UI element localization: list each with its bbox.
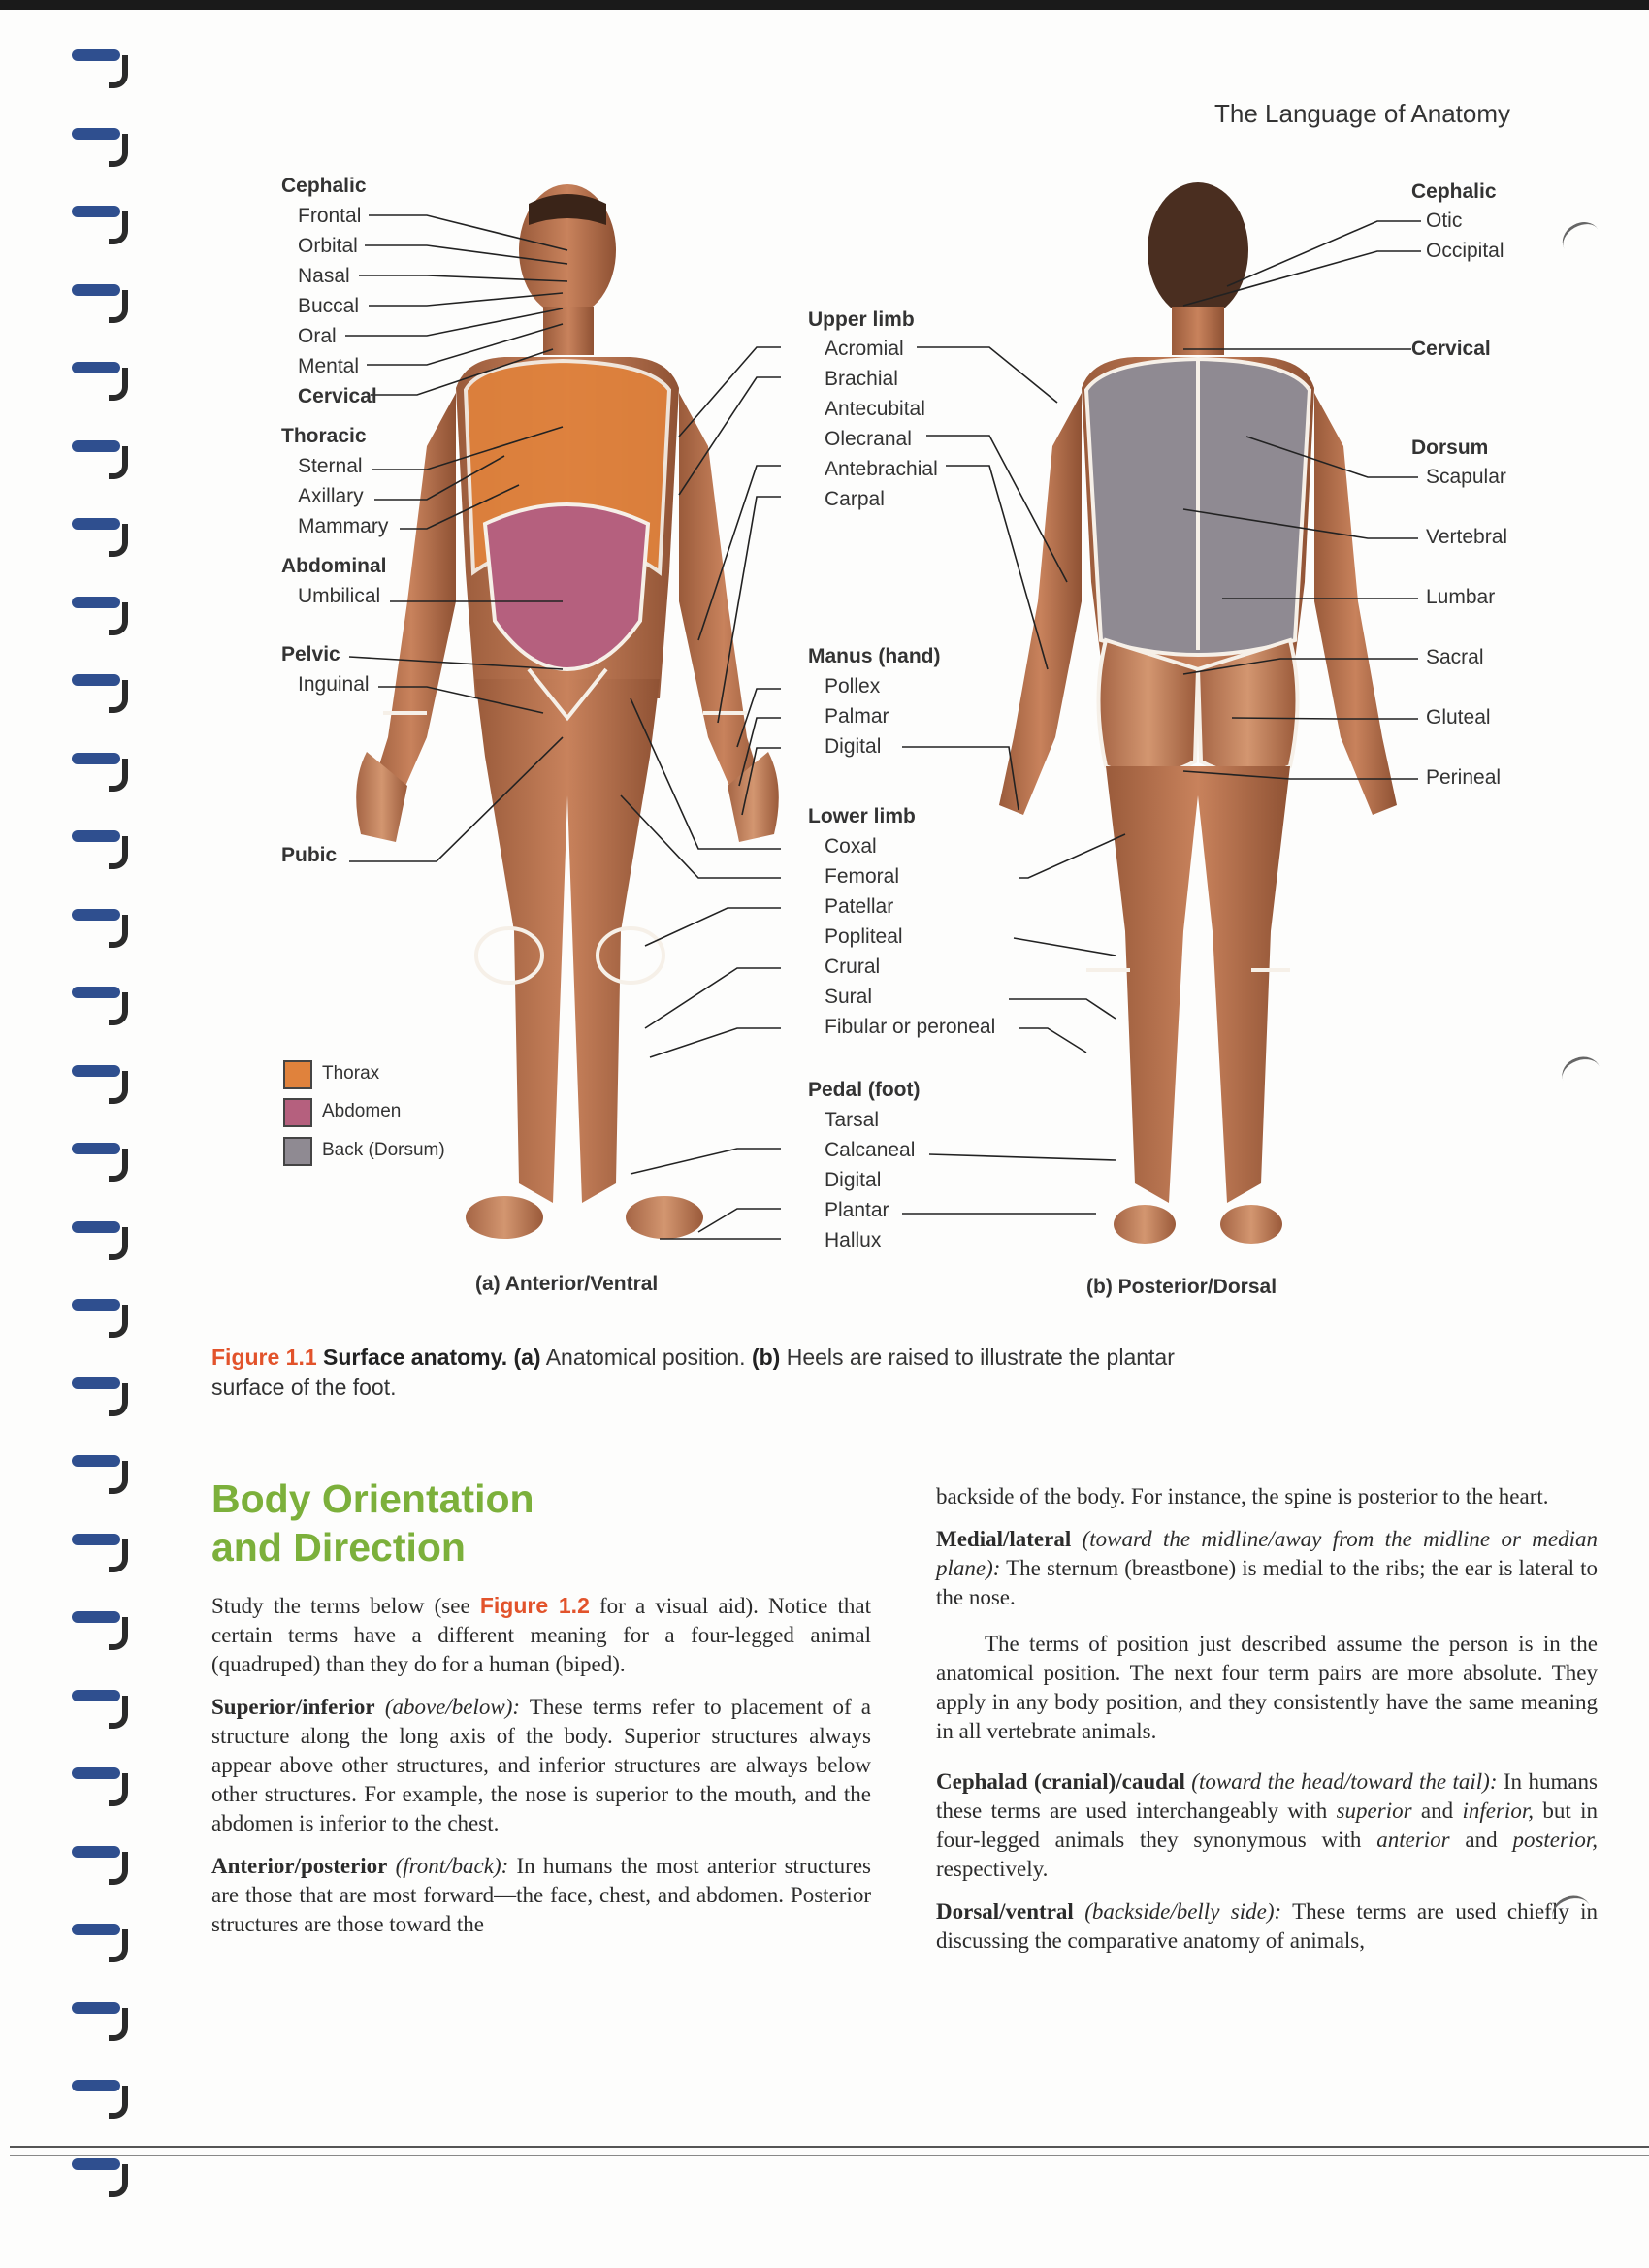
label-umbilical: Umbilical xyxy=(298,585,381,607)
left-p1-b: for a visual aid). Notice that certain terms have a different meaning for a four-legged animal (quadruped) than they do for a human (biped). xyxy=(211,1594,871,1676)
label-hallux: Hallux xyxy=(824,1229,882,1251)
label-cervical: Cervical xyxy=(298,385,377,407)
right-p4-anterior: anterior xyxy=(1376,1828,1450,1852)
right-p4-superior: superior xyxy=(1336,1798,1412,1823)
term-anterior-posterior: Anterior/posterior xyxy=(211,1854,388,1878)
term-medial-lateral: Medial/lateral xyxy=(936,1527,1072,1551)
left-p3-text: In humans the most anterior structures are those that are most forward—the face, chest, and abdomen. Posterior structures are those toward the xyxy=(211,1854,871,1936)
right-p2-text: The sternum (breastbone) is medial to the ribs; the ear is lateral to the nose. xyxy=(936,1556,1598,1609)
legend-swatch-abdomen xyxy=(283,1098,312,1127)
left-paragraph-2 xyxy=(211,1693,871,1838)
label-manus: Manus (hand) xyxy=(808,645,941,667)
right-paragraph-2 xyxy=(936,1525,1598,1612)
label-palmar: Palmar xyxy=(824,705,889,728)
binder-ring xyxy=(58,1996,122,2025)
label-oral: Oral xyxy=(298,325,337,347)
right-p4-inferior: inferior, xyxy=(1462,1798,1534,1823)
right-p4-d: respectively. xyxy=(936,1857,1049,1881)
right-p4-b: but in four-legged animals they xyxy=(936,1798,1598,1852)
left-column xyxy=(211,1591,871,1953)
left-paragraph-3 xyxy=(211,1852,871,1939)
caption-a-marker: (a) xyxy=(513,1345,541,1370)
panel-b-label: (b) Posterior/Dorsal xyxy=(1086,1276,1277,1298)
right-paragraph-4 xyxy=(936,1767,1598,1884)
label-mammary: Mammary xyxy=(298,515,389,537)
label-gluteal: Gluteal xyxy=(1426,706,1491,729)
label-axillary: Axillary xyxy=(298,485,364,507)
binder-ring xyxy=(58,1605,122,1635)
label-pubic: Pubic xyxy=(281,844,338,866)
label-cervical-post: Cervical xyxy=(1411,338,1491,360)
label-sacral: Sacral xyxy=(1426,646,1484,668)
page-bottom-edge xyxy=(10,2146,1649,2148)
label-frontal: Frontal xyxy=(298,205,362,227)
label-fibular: Fibular or peroneal xyxy=(824,1016,996,1038)
label-femoral: Femoral xyxy=(824,865,900,888)
label-popliteal: Popliteal xyxy=(824,925,903,948)
caption-figure-number: Figure 1.1 xyxy=(211,1345,317,1370)
binder-ring xyxy=(58,1840,122,1869)
label-crural: Crural xyxy=(824,956,881,978)
right-p4-a: In humans these terms are used interchangeably with xyxy=(936,1769,1598,1823)
label-lumbar: Lumbar xyxy=(1426,586,1496,608)
gloss-cephalad-caudal: (toward the head/toward the tail): xyxy=(1191,1769,1498,1794)
caption-a-text: Anatomical position. xyxy=(545,1345,746,1370)
label-vertebral: Vertebral xyxy=(1426,526,1508,548)
figure-1-2-link[interactable]: Figure 1.2 xyxy=(479,1593,590,1618)
label-cephalic-post: Cephalic xyxy=(1411,180,1497,203)
right-p4-and: and xyxy=(1411,1798,1463,1823)
binder-ring xyxy=(58,1918,122,1947)
label-calcaneal: Calcaneal xyxy=(824,1139,916,1161)
right-paragraph-5 xyxy=(936,1897,1598,1956)
posterior-body xyxy=(999,182,1397,1244)
label-olecranal: Olecranal xyxy=(824,428,912,450)
label-orbital: Orbital xyxy=(298,235,358,257)
right-p4-posterior: posterior, xyxy=(1512,1828,1598,1852)
section-title-line-2: and Direction xyxy=(211,1525,466,1570)
legend-swatch-back xyxy=(283,1137,312,1166)
label-antebrachial: Antebrachial xyxy=(824,458,938,480)
left-p2-text: These terms refer to placement of a structure along the long axis of the body. Superior structures always appear above other structures, and inferior structures are always below other structures. For example, the nose is superior to the mouth, and the abdomen is inferior to the chest. xyxy=(211,1695,871,1835)
legend-back: Back (Dorsum) xyxy=(322,1140,445,1160)
label-lower-limb: Lower limb xyxy=(808,805,916,827)
label-cephalic: Cephalic xyxy=(281,175,367,197)
label-inguinal: Inguinal xyxy=(298,673,370,696)
binder-ring xyxy=(58,2153,122,2182)
label-antecubital: Antecubital xyxy=(824,398,925,420)
term-superior-inferior: Superior/inferior xyxy=(211,1695,375,1719)
right-p5-text: These terms are used chiefly in discussing the comparative anatomy of animals, xyxy=(936,1899,1598,1953)
binder-ring xyxy=(58,1762,122,1791)
right-p4-c: synonymous with xyxy=(1178,1828,1377,1852)
anterior-body xyxy=(356,184,779,1239)
page-bottom-edge xyxy=(10,2155,1649,2156)
label-patellar: Patellar xyxy=(824,895,894,918)
section-title xyxy=(211,1474,534,1571)
right-paragraph-3: The terms of position just described assume the person is in the anatomical position. The next four term pairs are more absolute. They apply in any body position, and they consistently have the same meaning in all vertebrate animals. xyxy=(936,1632,1598,1743)
label-carpal: Carpal xyxy=(824,488,885,510)
binder-ring xyxy=(58,2074,122,2103)
binder-ring xyxy=(58,1372,122,1401)
label-sternal: Sternal xyxy=(298,455,363,477)
binder-ring xyxy=(58,1449,122,1478)
left-p1-a: Study the terms below (see xyxy=(211,1594,480,1618)
label-perineal: Perineal xyxy=(1426,766,1502,789)
label-nasal: Nasal xyxy=(298,265,350,287)
right-paragraph-1: backside of the body. For instance, the spine is posterior to the heart. xyxy=(936,1484,1549,1508)
label-buccal: Buccal xyxy=(298,295,360,317)
label-coxal: Coxal xyxy=(824,835,877,858)
label-mental: Mental xyxy=(298,355,360,377)
left-paragraph-1 xyxy=(211,1591,871,1679)
label-abdominal: Abdominal xyxy=(281,555,387,577)
label-sural: Sural xyxy=(824,986,873,1008)
label-digital-foot: Digital xyxy=(824,1169,882,1191)
legend-thorax: Thorax xyxy=(322,1063,380,1084)
gloss-dorsal-ventral: (backside/belly side): xyxy=(1084,1899,1282,1924)
gloss-anterior-posterior: (front/back): xyxy=(395,1854,509,1878)
label-thoracic: Thoracic xyxy=(281,425,367,447)
legend-swatch-thorax xyxy=(283,1060,312,1089)
label-occipital: Occipital xyxy=(1426,240,1504,262)
running-head: The Language of Anatomy xyxy=(1214,99,1511,128)
gloss-superior-inferior: (above/below): xyxy=(384,1695,521,1719)
label-dorsum: Dorsum xyxy=(1411,437,1489,459)
legend-abdomen: Abdomen xyxy=(322,1101,402,1121)
label-tarsal: Tarsal xyxy=(824,1109,880,1131)
term-cephalad-caudal: Cephalad (cranial)/caudal xyxy=(936,1769,1185,1794)
right-column xyxy=(936,1482,1598,1969)
term-dorsal-ventral: Dorsal/ventral xyxy=(936,1899,1074,1924)
caption-title: Surface anatomy. xyxy=(323,1345,508,1370)
label-plantar: Plantar xyxy=(824,1199,889,1221)
label-upper-limb: Upper limb xyxy=(808,308,915,331)
label-brachial: Brachial xyxy=(824,368,898,390)
label-otic: Otic xyxy=(1426,210,1463,232)
label-digital-hand: Digital xyxy=(824,735,882,758)
binder-ring xyxy=(58,1684,122,1713)
label-acromial: Acromial xyxy=(824,338,904,360)
caption-b-text: Heels are raised to illustrate the plantar surface of the foot. xyxy=(211,1345,1175,1400)
label-pedal: Pedal (foot) xyxy=(808,1079,921,1101)
gloss-medial-lateral: (toward the midline/away from the midline or median plane): xyxy=(936,1527,1599,1580)
label-scapular: Scapular xyxy=(1426,466,1506,488)
label-pelvic: Pelvic xyxy=(281,643,340,665)
right-p4-and2: and xyxy=(1449,1828,1513,1852)
panel-a-label: (a) Anterior/Ventral xyxy=(475,1273,659,1295)
label-pollex: Pollex xyxy=(824,675,881,697)
section-title-line-1: Body Orientation xyxy=(211,1476,534,1521)
binder-ring xyxy=(58,1528,122,1557)
caption-b-marker: (b) xyxy=(751,1345,781,1370)
figure-caption xyxy=(211,1343,1181,1403)
